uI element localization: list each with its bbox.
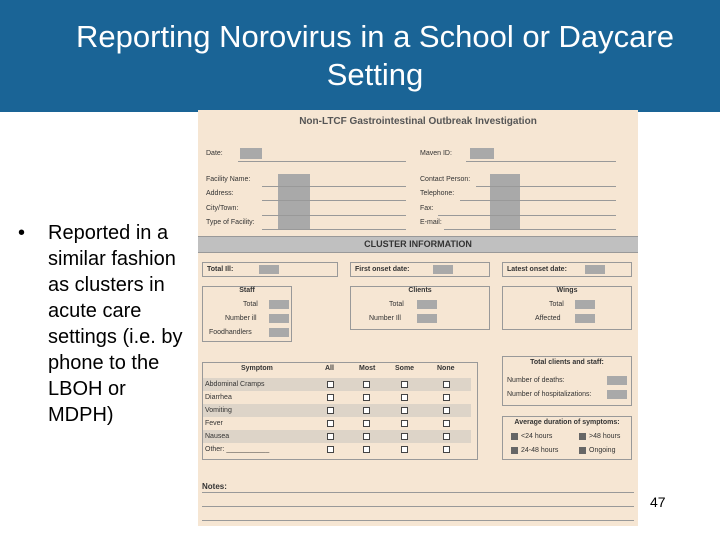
field-line: [476, 186, 616, 187]
duration-option: Ongoing: [589, 447, 616, 454]
notes-label: Notes:: [202, 482, 227, 491]
latest-onset-label: Latest onset date:: [507, 266, 567, 273]
field-facility: Facility Name:: [206, 176, 251, 183]
checkbox[interactable]: [327, 407, 334, 414]
checkbox[interactable]: [363, 446, 370, 453]
field-line: [262, 200, 406, 201]
staff-foodhandlers: Foodhandlers: [209, 329, 252, 336]
checkbox[interactable]: [401, 394, 408, 401]
deaths-label: Number of deaths:: [507, 377, 565, 384]
table-row: [203, 378, 471, 391]
value-box: [259, 265, 279, 274]
field-line: [444, 229, 616, 230]
table-row: [203, 430, 471, 443]
notes-line: [202, 506, 634, 507]
checkbox[interactable]: [443, 407, 450, 414]
value-box: [575, 314, 595, 323]
table-row: [203, 443, 471, 456]
checkbox[interactable]: [327, 420, 334, 427]
value-box: [417, 300, 437, 309]
symptom-label: Nausea: [205, 433, 230, 440]
checkbox[interactable]: [443, 381, 450, 388]
col-most: Most: [359, 365, 376, 372]
wings-heading: Wings: [556, 287, 578, 294]
duration-option: >48 hours: [589, 433, 621, 440]
wings-affected: Affected: [535, 315, 561, 322]
checkbox[interactable]: [511, 447, 518, 454]
symptom-label: Diarrhea: [205, 394, 232, 401]
duration-option: <24 hours: [521, 433, 553, 440]
wings-total: Total: [549, 301, 564, 308]
value-box: [585, 265, 605, 274]
value-box: [433, 265, 453, 274]
bullet-text: Reported in a similar fashion as clusters in acute care settings (i.e. by phone to the LBOH or MDPH): [48, 222, 183, 426]
field-fax: Fax:: [420, 205, 434, 212]
checkbox[interactable]: [401, 420, 408, 427]
total-ill-box: [202, 262, 338, 277]
right-field-values: [490, 174, 520, 230]
field-city: City/Town:: [206, 205, 239, 212]
value-box: [607, 390, 627, 399]
outbreak-form-image: [198, 110, 638, 526]
field-line: [262, 229, 406, 230]
table-row: [203, 404, 471, 417]
clients-box: [350, 286, 490, 330]
field-contact: Contact Person:: [420, 176, 471, 183]
form-title: Non-LTCF Gastrointestinal Outbreak Investigation: [299, 116, 537, 127]
duration-box: [502, 416, 632, 460]
total-ill-label: Total Ill:: [207, 266, 234, 273]
notes-line: [202, 492, 634, 493]
field-maven-id: Maven ID:: [420, 150, 452, 157]
checkbox[interactable]: [511, 433, 518, 440]
table-row: [203, 417, 471, 430]
staff-number-ill: Number ill: [225, 315, 257, 322]
col-some: Some: [395, 365, 415, 372]
hospitalizations-label: Number of hospitalizations:: [507, 391, 592, 398]
field-line: [460, 200, 616, 201]
value-box: [575, 300, 595, 309]
checkbox[interactable]: [579, 447, 586, 454]
checkbox[interactable]: [443, 420, 450, 427]
checkbox[interactable]: [327, 433, 334, 440]
col-all: All: [325, 365, 334, 372]
clients-heading: Clients: [408, 287, 432, 294]
checkbox[interactable]: [327, 381, 334, 388]
symptom-label: Abdominal Cramps: [205, 381, 265, 388]
page-number: 47: [650, 494, 666, 510]
duration-heading: Average duration of symptoms:: [514, 419, 620, 426]
table-row: [203, 391, 471, 404]
totals-box: [502, 356, 632, 406]
symptom-label: Vomiting: [205, 407, 232, 414]
field-line: [438, 215, 616, 216]
field-type: Type of Facility:: [206, 219, 255, 226]
bullet-point: [18, 220, 188, 428]
checkbox[interactable]: [443, 433, 450, 440]
checkbox[interactable]: [363, 407, 370, 414]
first-onset-box: [350, 262, 490, 277]
checkbox[interactable]: [363, 394, 370, 401]
field-email: E-mail:: [420, 219, 442, 226]
staff-box: [202, 286, 292, 342]
field-line: [466, 161, 616, 162]
field-maven-box: [470, 148, 494, 159]
totals-heading: Total clients and staff:: [530, 359, 604, 366]
value-box: [269, 328, 289, 337]
value-box: [607, 376, 627, 385]
field-date-box: [240, 148, 262, 159]
duration-option: 24-48 hours: [521, 447, 559, 454]
latest-onset-box: [502, 262, 632, 277]
staff-total: Total: [243, 301, 258, 308]
slide-title: Reporting Norovirus in a School or Daycare Setting: [76, 19, 674, 92]
checkbox[interactable]: [363, 381, 370, 388]
field-line: [262, 215, 406, 216]
checkbox[interactable]: [443, 394, 450, 401]
symptom-label: Other: ___________: [205, 446, 270, 453]
field-address: Address:: [206, 190, 234, 197]
checkbox[interactable]: [443, 446, 450, 453]
symptom-label: Fever: [205, 420, 223, 427]
value-box: [417, 314, 437, 323]
field-line: [238, 161, 406, 162]
checkbox[interactable]: [401, 407, 408, 414]
notes-line: [202, 520, 634, 521]
checkbox[interactable]: [327, 446, 334, 453]
wings-box: [502, 286, 632, 330]
field-date: Date:: [206, 150, 223, 157]
checkbox[interactable]: [363, 420, 370, 427]
value-box: [269, 314, 289, 323]
clients-total: Total: [389, 301, 404, 308]
field-line: [262, 186, 406, 187]
col-symptom: Symptom: [241, 365, 273, 372]
staff-heading: Staff: [239, 287, 255, 294]
clients-number-ill: Number Ill: [369, 315, 401, 322]
field-telephone: Telephone:: [420, 190, 455, 197]
cluster-info-banner: CLUSTER INFORMATION: [198, 236, 638, 253]
checkbox[interactable]: [401, 433, 408, 440]
checkbox[interactable]: [401, 381, 408, 388]
left-field-values: [278, 174, 310, 230]
symptom-table: [202, 362, 478, 460]
checkbox[interactable]: [579, 433, 586, 440]
col-none: None: [437, 365, 455, 372]
bullet-marker: •: [18, 222, 26, 244]
checkbox[interactable]: [363, 433, 370, 440]
value-box: [269, 300, 289, 309]
first-onset-label: First onset date:: [355, 266, 410, 273]
checkbox[interactable]: [327, 394, 334, 401]
checkbox[interactable]: [401, 446, 408, 453]
